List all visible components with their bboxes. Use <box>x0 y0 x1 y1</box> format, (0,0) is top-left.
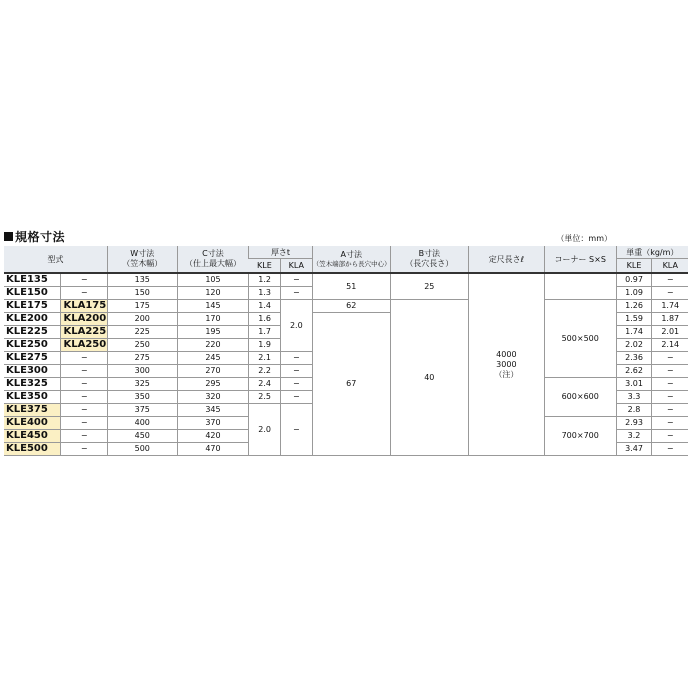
table-row <box>4 273 688 287</box>
unit-label: （単位：mm） <box>556 234 612 243</box>
model-kla: − <box>61 365 107 378</box>
model-kla: KLA250 <box>61 339 107 352</box>
header-a <box>312 246 390 273</box>
c-value: 245 <box>177 352 249 365</box>
weight-kle: 0.97 <box>616 273 652 287</box>
model-kle: KLE450 <box>4 430 61 443</box>
c-value: 470 <box>177 443 249 456</box>
model-kle: KLE275 <box>4 352 61 365</box>
w-value: 135 <box>107 273 177 287</box>
model-kla: − <box>61 404 107 417</box>
weight-kla: − <box>652 404 688 417</box>
weight-kla: − <box>652 417 688 430</box>
model-kle: KLE325 <box>4 378 61 391</box>
weight-kle: 1.26 <box>616 300 652 313</box>
header-length: 定尺長さℓ <box>468 246 544 273</box>
weight-kla: 2.01 <box>652 326 688 339</box>
w-value: 225 <box>107 326 177 339</box>
c-value: 120 <box>177 287 249 300</box>
model-kle: KLE350 <box>4 391 61 404</box>
weight-kle: 2.93 <box>616 417 652 430</box>
thickness-kle: 1.7 <box>249 326 281 339</box>
w-value: 375 <box>107 404 177 417</box>
thickness-kla: − <box>281 287 313 300</box>
weight-kla: − <box>652 365 688 378</box>
w-value: 500 <box>107 443 177 456</box>
header-weight-kla: KLA <box>652 259 688 274</box>
thickness-kla: − <box>281 273 313 287</box>
weight-kle: 2.02 <box>616 339 652 352</box>
section-title <box>4 228 65 245</box>
table-row <box>4 300 688 313</box>
thickness-kle: 2.4 <box>249 378 281 391</box>
a-value: 51 <box>312 273 390 300</box>
corner-value: 600×600 <box>544 378 616 417</box>
model-kla: KLA175 <box>61 300 107 313</box>
thickness-kla: − <box>281 365 313 378</box>
header-w: W寸法 （笠木幅） <box>107 246 177 273</box>
w-value: 450 <box>107 430 177 443</box>
w-value: 350 <box>107 391 177 404</box>
weight-kle: 2.36 <box>616 352 652 365</box>
weight-kle: 3.2 <box>616 430 652 443</box>
header-c: C寸法 （仕上最大幅） <box>177 246 249 273</box>
weight-kle: 2.8 <box>616 404 652 417</box>
thickness-kle: 2.5 <box>249 391 281 404</box>
model-kla: − <box>61 378 107 391</box>
header-thickness-kle: KLE <box>249 259 281 274</box>
header-corner: コーナー S×S <box>544 246 616 273</box>
model-kle: KLE250 <box>4 339 61 352</box>
thickness-kla: − <box>281 391 313 404</box>
spec-table <box>4 246 688 456</box>
c-value: 270 <box>177 365 249 378</box>
corner-blank <box>544 273 616 300</box>
w-value: 175 <box>107 300 177 313</box>
weight-kla: − <box>652 443 688 456</box>
model-kle: KLE175 <box>4 300 61 313</box>
header-a-sub: （笠木端部から長穴中心） <box>312 259 391 268</box>
weight-kle: 3.47 <box>616 443 652 456</box>
w-value: 250 <box>107 339 177 352</box>
c-value: 295 <box>177 378 249 391</box>
model-kle: KLE300 <box>4 365 61 378</box>
model-kla: − <box>61 430 107 443</box>
c-value: 195 <box>177 326 249 339</box>
corner-value: 700×700 <box>544 417 616 456</box>
w-value: 200 <box>107 313 177 326</box>
header-thickness: 厚さt <box>249 246 312 259</box>
header-weight-kle: KLE <box>616 259 652 274</box>
weight-kla: − <box>652 391 688 404</box>
c-value: 370 <box>177 417 249 430</box>
thickness-kle: 1.3 <box>249 287 281 300</box>
w-value: 150 <box>107 287 177 300</box>
model-kla: − <box>61 417 107 430</box>
thickness-kla: − <box>281 352 313 365</box>
model-kla: KLA225 <box>61 326 107 339</box>
model-kle: KLE225 <box>4 326 61 339</box>
c-value: 170 <box>177 313 249 326</box>
length-value: 4000 3000 （注） <box>468 273 544 456</box>
thickness-kle: 1.9 <box>249 339 281 352</box>
weight-kla: 1.74 <box>652 300 688 313</box>
model-kla: KLA200 <box>61 313 107 326</box>
model-kla: − <box>61 443 107 456</box>
c-value: 345 <box>177 404 249 417</box>
weight-kle: 3.3 <box>616 391 652 404</box>
thickness-kla: 2.0 <box>281 300 313 352</box>
weight-kle: 1.74 <box>616 326 652 339</box>
weight-kle: 3.01 <box>616 378 652 391</box>
b-value: 25 <box>390 273 468 300</box>
weight-kla: − <box>652 430 688 443</box>
header-b: B寸法 （長穴長さ） <box>390 246 468 273</box>
model-kle: KLE150 <box>4 287 61 300</box>
weight-kla: − <box>652 378 688 391</box>
a-value: 67 <box>312 313 390 456</box>
w-value: 300 <box>107 365 177 378</box>
thickness-kle: 2.2 <box>249 365 281 378</box>
weight-kla: 1.87 <box>652 313 688 326</box>
section-title-text: 規格寸法 <box>15 230 66 244</box>
header-a-label: A寸法 <box>340 249 362 259</box>
model-kla: − <box>61 391 107 404</box>
c-value: 320 <box>177 391 249 404</box>
thickness-kle: 1.2 <box>249 273 281 287</box>
weight-kla: 2.14 <box>652 339 688 352</box>
model-kle: KLE375 <box>4 404 61 417</box>
weight-kla: − <box>652 287 688 300</box>
a-value: 62 <box>312 300 390 313</box>
w-value: 400 <box>107 417 177 430</box>
weight-kla: − <box>652 352 688 365</box>
thickness-kla: − <box>281 404 313 456</box>
thickness-kla: − <box>281 378 313 391</box>
header-model: 型式 <box>4 246 107 273</box>
thickness-kle: 2.1 <box>249 352 281 365</box>
model-kle: KLE500 <box>4 443 61 456</box>
thickness-kle: 2.0 <box>249 404 281 456</box>
c-value: 220 <box>177 339 249 352</box>
w-value: 325 <box>107 378 177 391</box>
corner-value: 500×500 <box>544 300 616 378</box>
model-kle: KLE200 <box>4 313 61 326</box>
thickness-kle: 1.6 <box>249 313 281 326</box>
b-value: 40 <box>390 300 468 456</box>
weight-kle: 1.09 <box>616 287 652 300</box>
w-value: 275 <box>107 352 177 365</box>
c-value: 145 <box>177 300 249 313</box>
weight-kla: − <box>652 273 688 287</box>
model-kle: KLE135 <box>4 273 61 287</box>
square-bullet-icon <box>4 232 13 241</box>
weight-kle: 2.62 <box>616 365 652 378</box>
header-thickness-kla: KLA <box>281 259 313 274</box>
model-kle: KLE400 <box>4 417 61 430</box>
model-kla: − <box>61 273 107 287</box>
model-kla: − <box>61 287 107 300</box>
weight-kle: 1.59 <box>616 313 652 326</box>
header-weight: 単重（kg/m） <box>616 246 688 259</box>
thickness-kle: 1.4 <box>249 300 281 313</box>
c-value: 105 <box>177 273 249 287</box>
model-kla: − <box>61 352 107 365</box>
c-value: 420 <box>177 430 249 443</box>
